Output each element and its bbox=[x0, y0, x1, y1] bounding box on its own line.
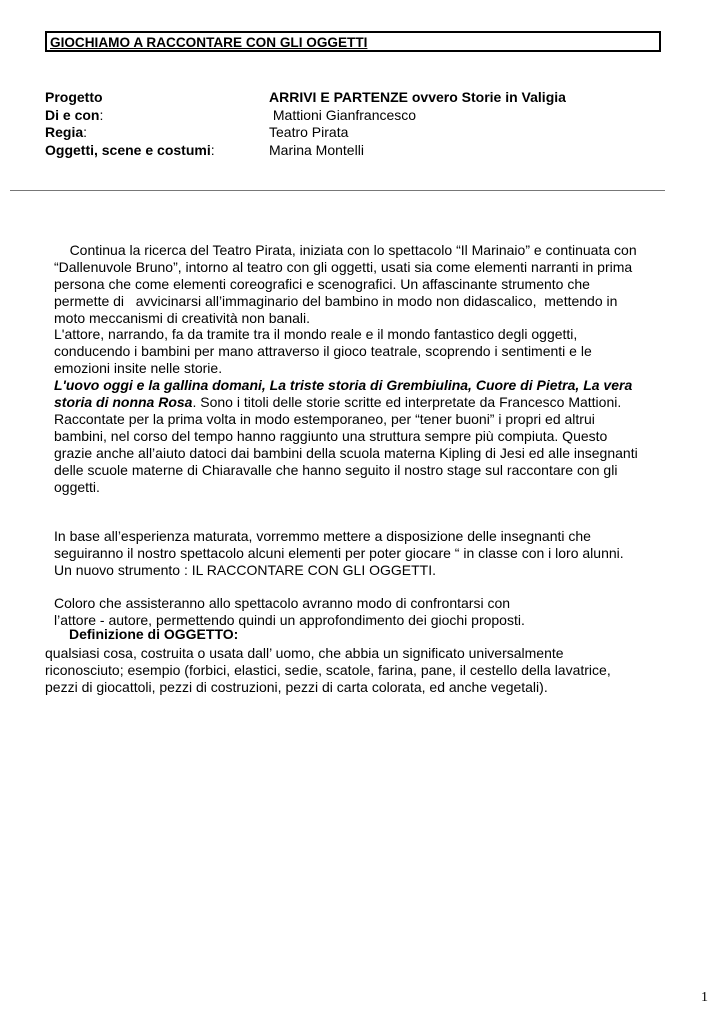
credit-label: Di e con: bbox=[45, 106, 104, 123]
body-text bbox=[54, 225, 669, 629]
story-title-last: storia di nonna Rosa bbox=[54, 394, 193, 411]
credit-value: Teatro Pirata bbox=[269, 124, 349, 140]
horizontal-divider bbox=[10, 190, 665, 191]
story-titles: L'uovo oggi e la gallina domani, La triste storia di Grembiulina, Cuore di Pietra, La vera bbox=[54, 377, 633, 394]
paragraph-intro: Continua la ricerca del Teatro Pirata, iniziata con lo spettacolo “Il Marinaio” e continuata con “Dallenuvole Bruno”, intorno al teatro con gli oggetti, usati sia come elementi narranti in prima persona che come elementi coreografici e scenografici. Un affascinante strumento che permette di avvicinarsi all’immaginario del bambino in modo non didascalico, mettendo in moto meccanismi di creatività non banali. L'attore, narrando, fa da tramite tra il mondo reale e il mondo fantastico degli oggetti, conducendo i bambini per mano attraverso il gioco teatrale, scoprendo i sentimenti e le emozioni insite nelle storie. L'uovo oggi e la gallina domani, La triste storia di Grembiulina, Cuore di Pietra, La vera storia di nonna Rosa. Sono i titoli delle storie scritte ed interpretate da Francesco Mattioni. Raccontate per la prima volta in modo estemporaneo, per “tener buoni” i propri ed altrui bambini, nel corso del tempo hanno raggiunto una struttura sempre più compiuta. Questo grazie anche all’aiuto datoci dai bambini della scuola materna Kipling di Jesi ed alle insegnanti delle scuole materne di Chiaravalle che hanno seguito il nostro stage sul raccontare con gli oggetti. bbox=[54, 241, 638, 495]
page-number: 1 bbox=[701, 990, 708, 1005]
definition-heading: Definizione di OGGETTO: bbox=[69, 626, 239, 642]
paragraph-experience: In base all’esperienza maturata, vorremmo mettere a disposizione delle insegnanti che seguiranno il nostro spettacolo alcuni elementi per poter giocare “ in classe con i loro alunni. Un nuovo strumento : IL RACCONTARE CON GLI OGGETTI. bbox=[54, 528, 624, 579]
credit-value: Marina Montelli bbox=[269, 141, 364, 158]
document-title: GIOCHIAMO A RACCONTARE CON GLI OGGETTI bbox=[45, 31, 661, 52]
definition-text: qualsiasi cosa, costruita o usata dall’ uomo, che abbia un significato universalmente riconosciuto; esempio (forbici, elastici, sedie, scatole, farina, pane, il cestello della lavatrice, pezzi di giocattoli, pezzi di costruzioni, pezzi di carta colorata, ed anche vegetali). bbox=[45, 645, 611, 695]
credit-label: Oggetti, scene e costumi: bbox=[45, 141, 215, 158]
credit-label: Progetto bbox=[45, 89, 103, 105]
paragraph-audience: Coloro che assisteranno allo spettacolo avranno modo di confrontarsi con l’attore - autore, permettendo quindi un approfondimento dei giochi proposti. bbox=[54, 595, 525, 629]
credit-value: Mattioni Gianfrancesco bbox=[269, 106, 417, 123]
credit-label: Regia: bbox=[45, 124, 88, 140]
credit-value: ARRIVI E PARTENZE ovvero Storie in Valigia bbox=[269, 89, 566, 105]
